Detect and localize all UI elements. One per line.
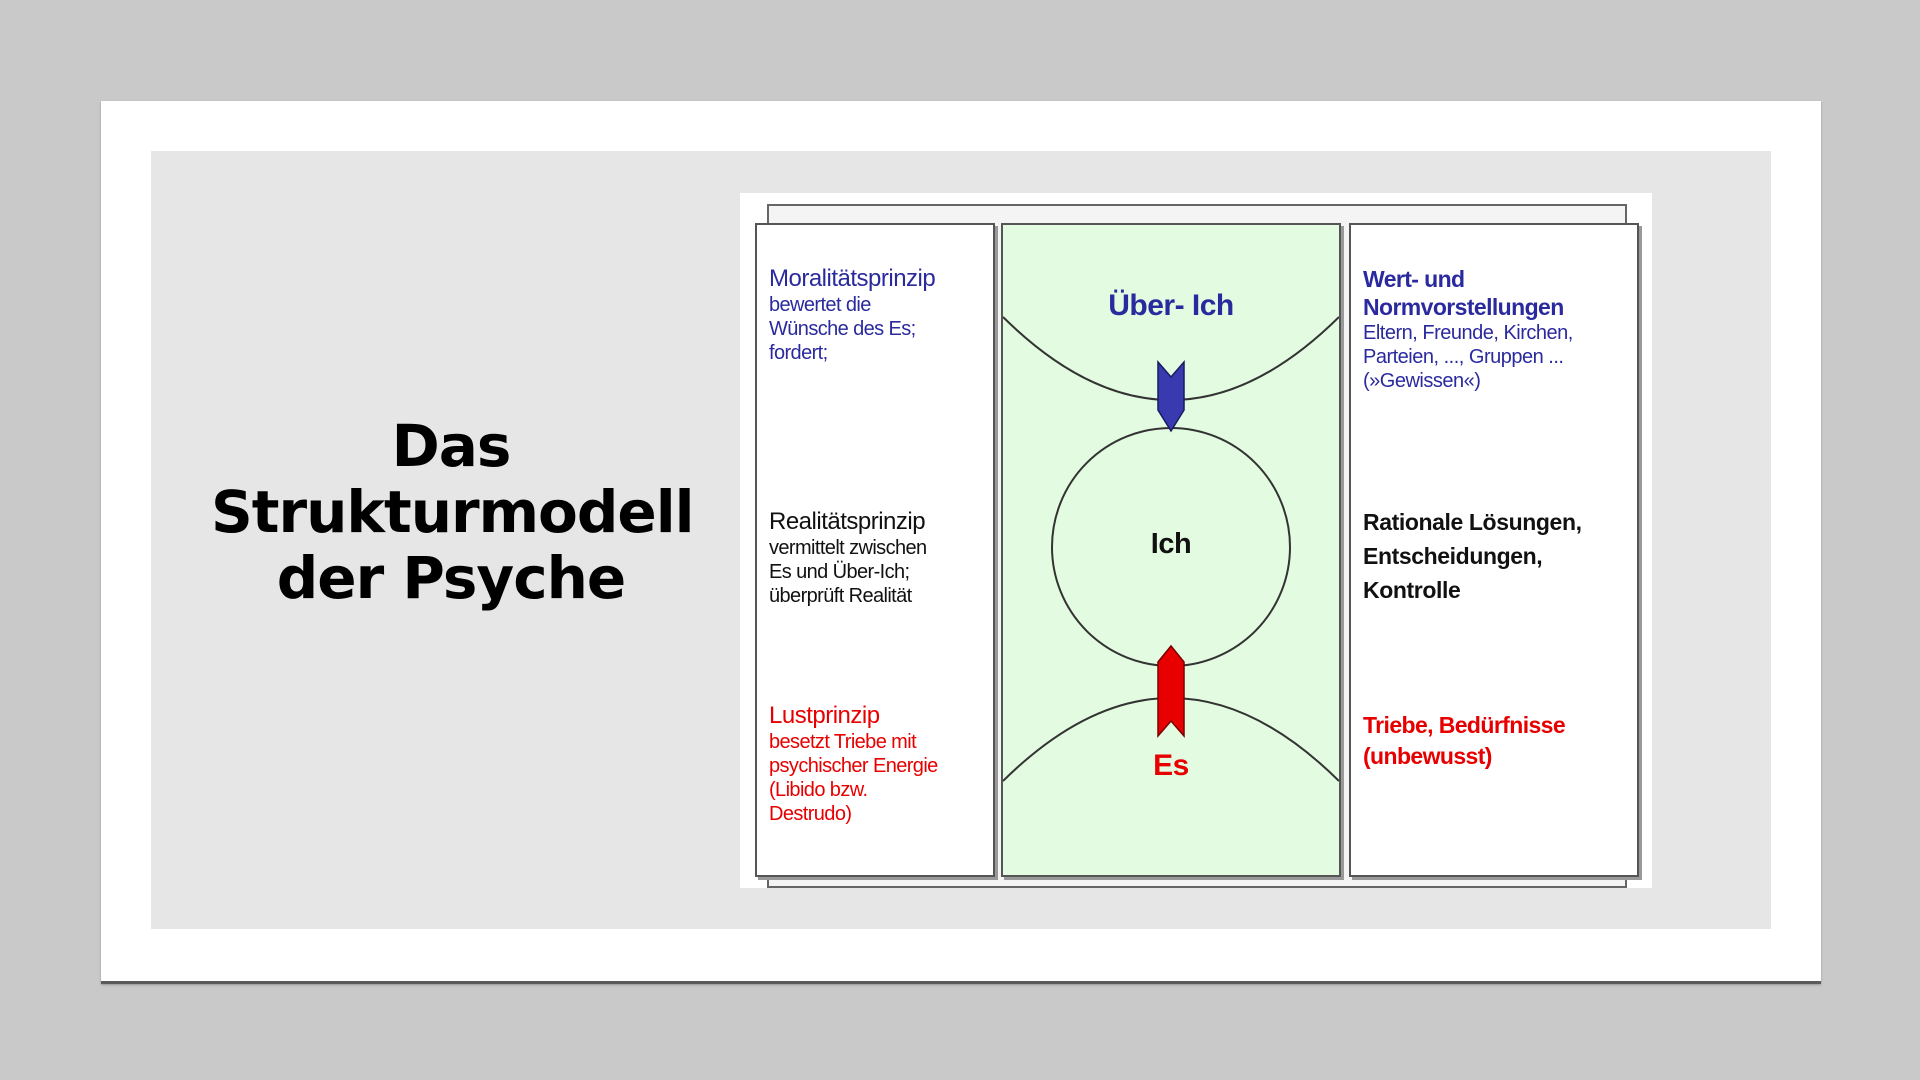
rational-line-2: Entscheidungen, [1363, 543, 1543, 569]
reality-line-1: vermittelt zwischen [769, 537, 927, 559]
title-line-2: Strukturmodell [211, 478, 694, 546]
pleasure-principle-heading: Lustprinzip [769, 702, 880, 729]
principles-panel [755, 223, 995, 877]
structural-model-diagram [740, 193, 1652, 888]
pleasure-line-1: besetzt Triebe mit [769, 731, 917, 753]
values-heading-line-1: Wert- und [1363, 266, 1465, 292]
rational-solutions-block [1363, 505, 1629, 607]
slide-title [211, 412, 694, 612]
drives-needs-block [1363, 710, 1629, 772]
slide [101, 101, 1821, 984]
psyche-instances-panel [1001, 223, 1341, 877]
title-line-3: der Psyche [276, 544, 626, 612]
title-line-1: Das [391, 412, 511, 480]
id-label: Es [1153, 749, 1189, 782]
morality-line-2: Wünsche des Es; [769, 318, 916, 340]
morality-principle-heading: Moralitätsprinzip [769, 265, 936, 292]
pleasure-line-2: psychischer Energie [769, 755, 938, 777]
reality-principle-heading: Realitätsprinzip [769, 508, 926, 535]
pleasure-principle-block [769, 702, 985, 826]
reality-line-3: überprüft Realität [769, 585, 912, 607]
morality-line-1: bewertet die [769, 294, 871, 316]
values-line-2: Parteien, ..., Gruppen ... [1363, 346, 1564, 368]
drives-line-1: Triebe, Bedürfnisse [1363, 712, 1566, 738]
morality-line-3: fordert; [769, 342, 828, 364]
drives-line-2: (unbewusst) [1363, 743, 1492, 769]
values-heading-line-2: Normvorstellungen [1363, 294, 1564, 320]
values-norms-block [1363, 265, 1629, 393]
id-arrow-up [1158, 646, 1184, 736]
reality-principle-block [769, 508, 985, 608]
pleasure-line-3: (Libido bzw. [769, 779, 868, 801]
ego-label: Ich [1150, 528, 1192, 560]
rational-line-1: Rationale Lösungen, [1363, 509, 1582, 535]
pleasure-line-4: Destrudo) [769, 803, 852, 825]
morality-principle-block [769, 265, 985, 365]
superego-arrow-down [1158, 362, 1184, 431]
rational-line-3: Kontrolle [1363, 577, 1461, 603]
reality-line-2: Es und Über-Ich; [769, 561, 910, 583]
values-line-1: Eltern, Freunde, Kirchen, [1363, 322, 1573, 344]
slide-content-area [151, 151, 1771, 929]
superego-label: Über- Ich [1108, 289, 1234, 322]
values-line-3: (»Gewissen«) [1363, 370, 1481, 392]
contents-panel [1349, 223, 1639, 877]
